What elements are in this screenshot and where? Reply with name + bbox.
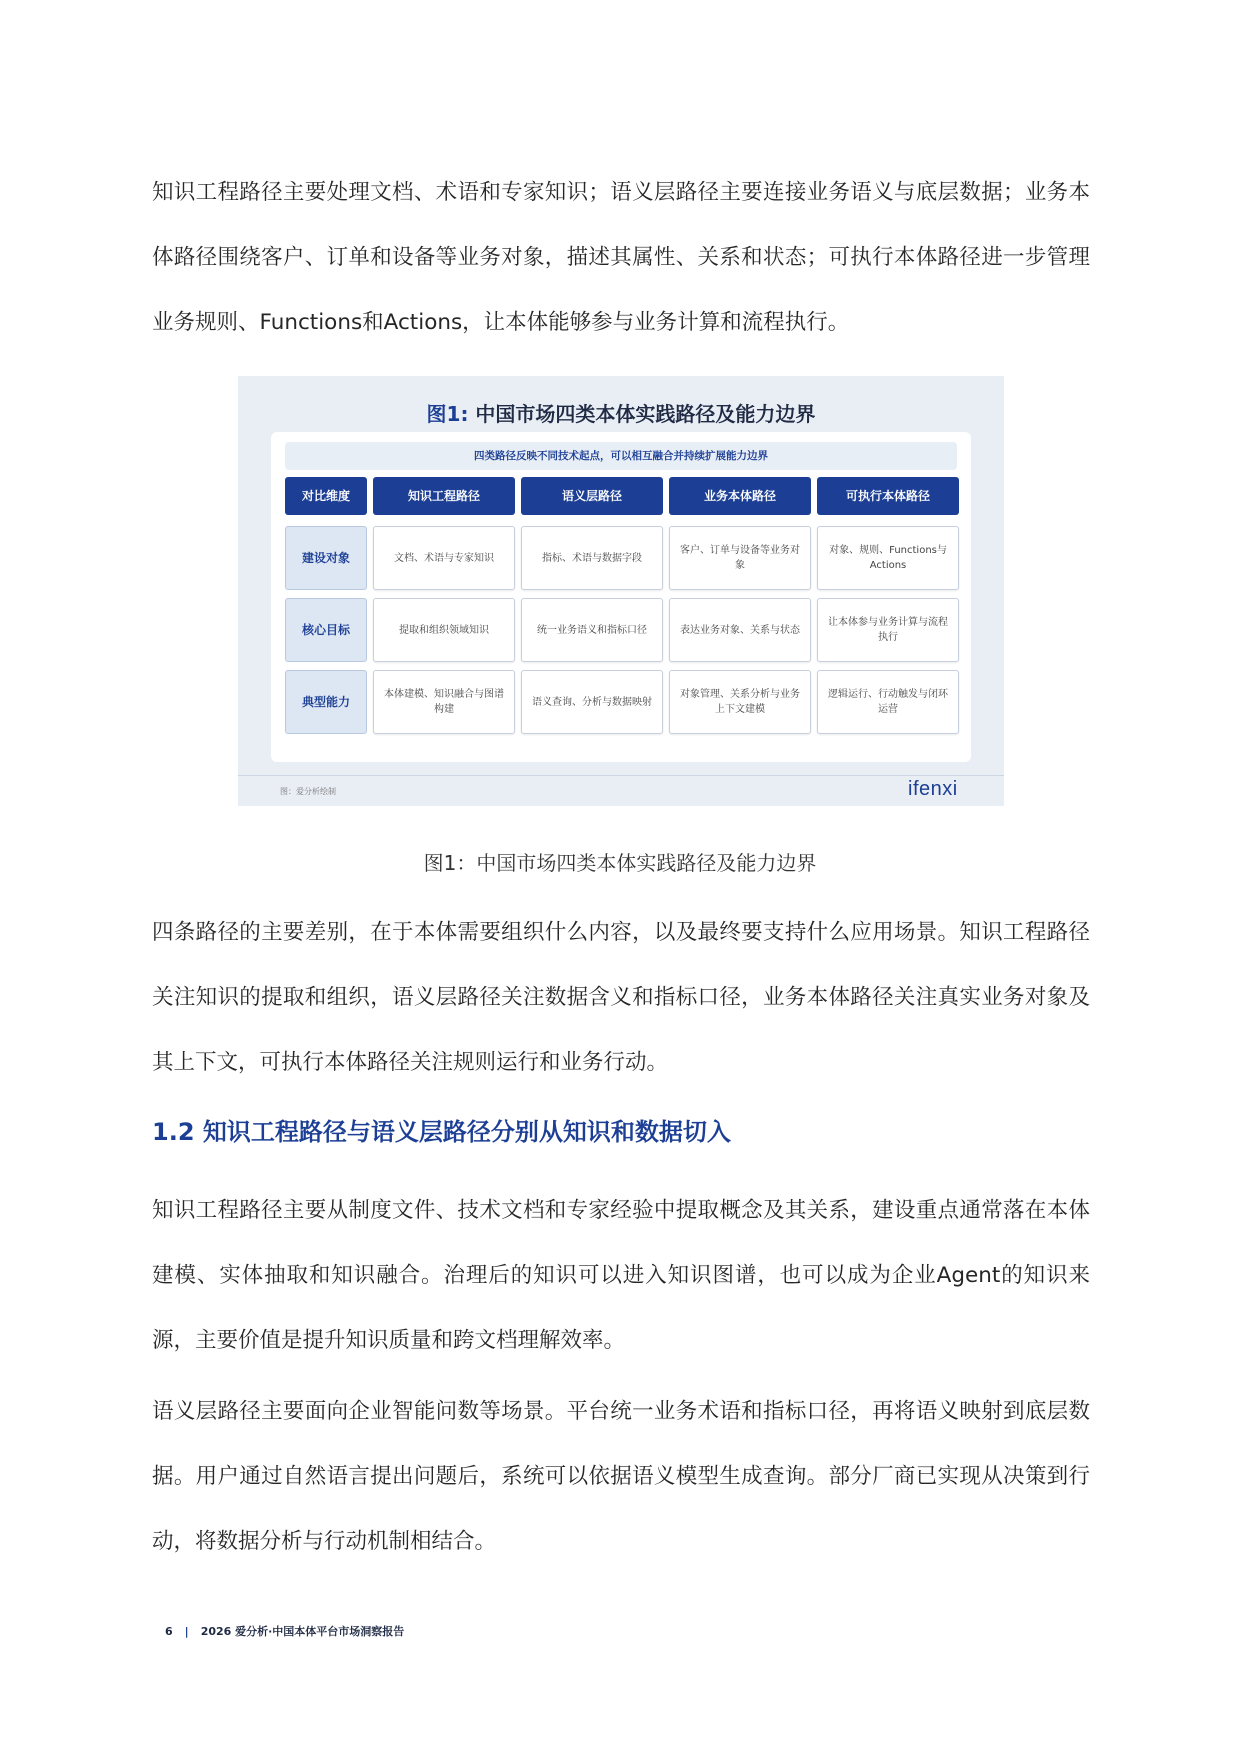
footer-divider: | xyxy=(184,1625,189,1638)
table-cell: 客户、订单与设备等业务对象 xyxy=(669,526,811,590)
paragraph-differences: 四条路径的主要差别，在于本体需要组织什么内容，以及最终要支持什么应用场景。知识工程路径关注知识的提取和组织，语义层路径关注数据含义和指标口径，业务本体路径关注真实业务对象及其上下文，可执行本体路径关注规则运行和业务行动。 xyxy=(152,920,1090,1075)
header-semantic-path: 语义层路径 xyxy=(521,477,663,515)
table-cell: 本体建模、知识融合与图谱构建 xyxy=(373,670,515,734)
header-executable-path: 可执行本体路径 xyxy=(817,477,959,515)
table-cell: 语义查询、分析与数据映射 xyxy=(521,670,663,734)
figure-path-comparison xyxy=(238,376,1004,806)
figure-caption: 图1：中国市场四类本体实践路径及能力边界 xyxy=(423,851,817,875)
table-cell: 文档、术语与专家知识 xyxy=(373,526,515,590)
figure-title-text: 中国市场四类本体实践路径及能力边界 xyxy=(468,402,816,426)
table-cell: 指标、术语与数据字段 xyxy=(521,526,663,590)
table-cell: 表达业务对象、关系与状态 xyxy=(669,598,811,662)
table-cell: 让本体参与业务计算与流程执行 xyxy=(817,598,959,662)
row-label-build-object: 建设对象 xyxy=(285,526,367,590)
paragraph-knowledge-path: 知识工程路径主要从制度文件、技术文档和专家经验中提取概念及其关系，建设重点通常落在本体建模、实体抽取和知识融合。治理后的知识可以进入知识图谱，也可以成为企业Agent的知识来源，主要价值是提升知识质量和跨文档理解效率。 xyxy=(152,1198,1090,1353)
header-knowledge-path: 知识工程路径 xyxy=(373,477,515,515)
row-label-typical-capability: 典型能力 xyxy=(285,670,367,734)
report-title: 2026 爱分析·中国本体平台市场洞察报告 xyxy=(200,1625,405,1638)
figure-source: 图：爱分析绘制 xyxy=(280,787,336,796)
table-cell: 逻辑运行、行动触发与闭环运营 xyxy=(817,670,959,734)
figure-divider xyxy=(238,775,1004,776)
row-label-core-goal: 核心目标 xyxy=(285,598,367,662)
figure-card xyxy=(271,432,971,762)
ifenxi-logo: ifenxi xyxy=(908,778,958,800)
figure-subtitle: 四类路径反映不同技术起点，可以相互融合并持续扩展能力边界 xyxy=(285,442,957,470)
header-business-path: 业务本体路径 xyxy=(669,477,811,515)
page-number: 6 xyxy=(165,1625,173,1638)
paragraph-semantic-path: 语义层路径主要面向企业智能问数等场景。平台统一业务术语和指标口径，再将语义映射到底层数据。用户通过自然语言提出问题后，系统可以依据语义模型生成查询。部分厂商已实现从决策到行动，将数据分析与行动机制相结合。 xyxy=(152,1399,1090,1554)
table-cell: 对象管理、关系分析与业务上下文建模 xyxy=(669,670,811,734)
figure-title xyxy=(238,398,1004,427)
table-cell: 提取和组织领域知识 xyxy=(373,598,515,662)
paragraph-intro: 知识工程路径主要处理文档、术语和专家知识；语义层路径主要连接业务语义与底层数据；业务本体路径围绕客户、订单和设备等业务对象，描述其属性、关系和状态；可执行本体路径进一步管理业务规则、Functions和Actions，让本体能够参与业务计算和流程执行。 xyxy=(152,180,1090,335)
table-cell: 对象、规则、Functions与Actions xyxy=(817,526,959,590)
page-footer xyxy=(165,1622,404,1642)
header-dimension: 对比维度 xyxy=(285,477,367,515)
section-heading: 1.2 知识工程路径与语义层路径分别从知识和数据切入 xyxy=(152,1118,731,1146)
table-cell: 统一业务语义和指标口径 xyxy=(521,598,663,662)
figure-title-number: 图1: xyxy=(426,402,469,426)
